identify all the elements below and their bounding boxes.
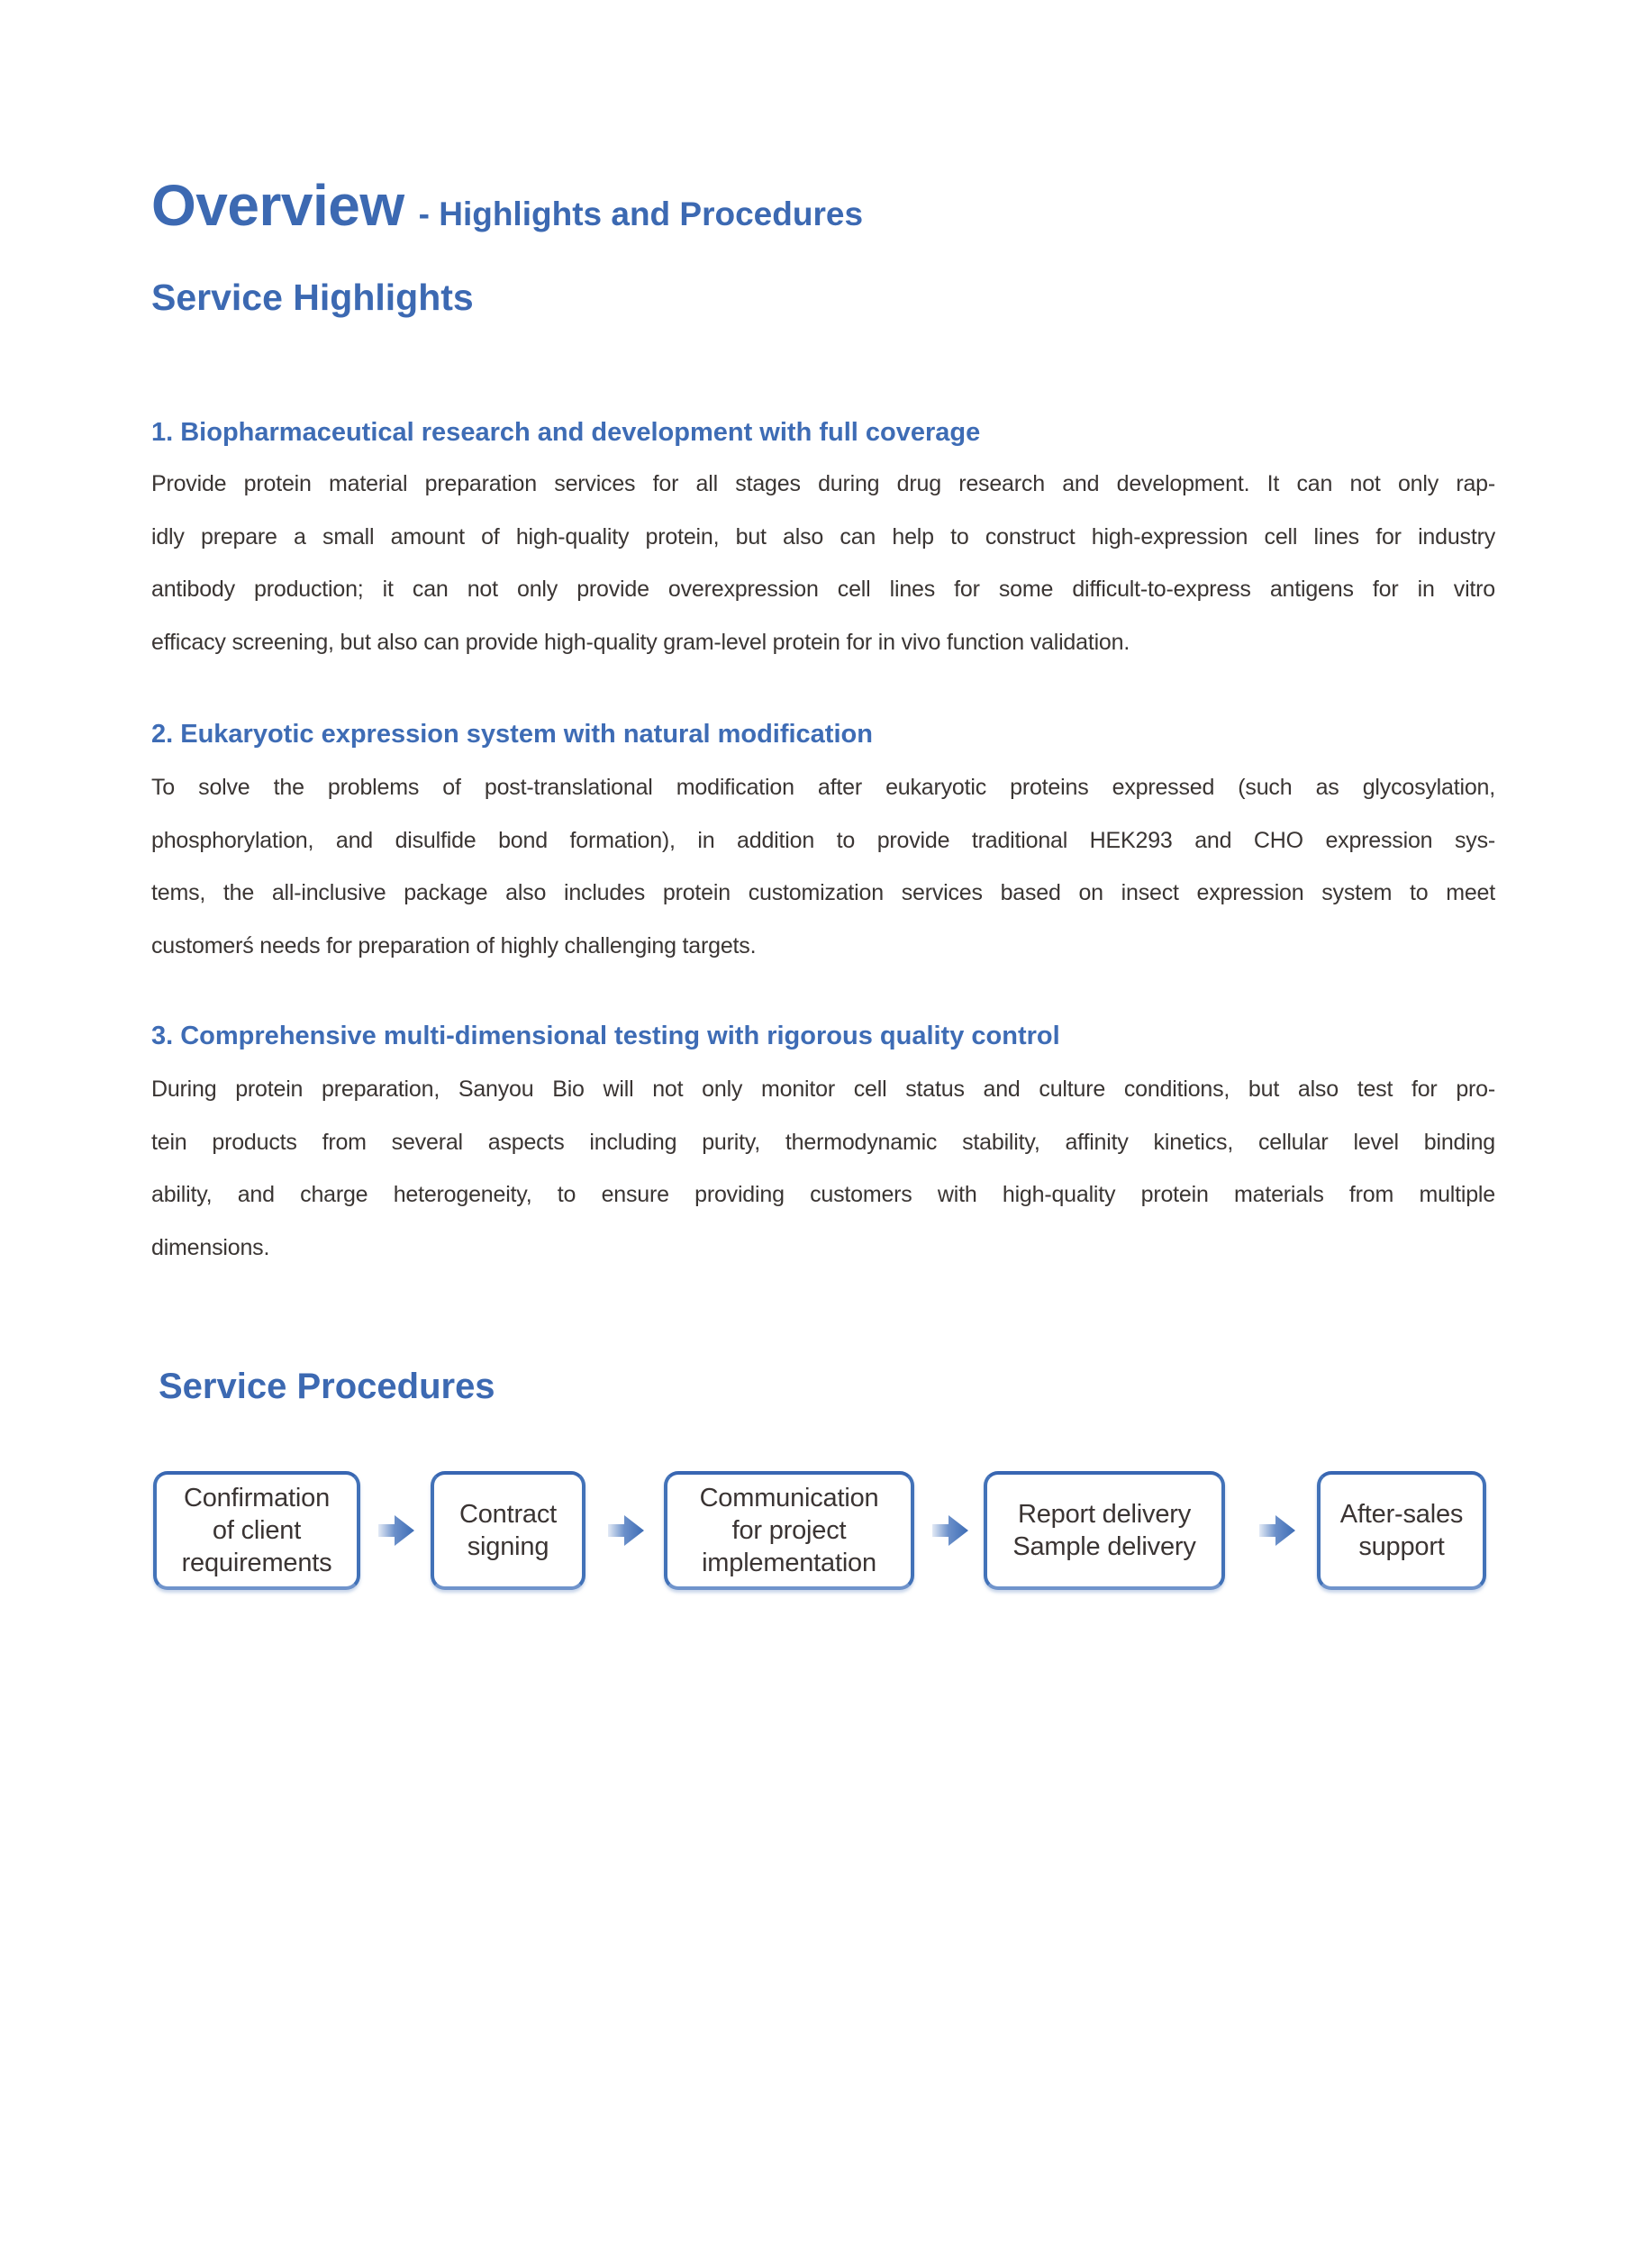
- section-2-paragraph: [151, 761, 1495, 972]
- right-arrow-icon: [608, 1511, 644, 1550]
- section-1-paragraph: [151, 458, 1495, 668]
- flow-step-label: for project: [731, 1516, 847, 1545]
- paragraph-line: customerś needs for preparation of highly challenging targets.: [151, 932, 757, 958]
- section-1-heading: 1. Biopharmaceutical research and development with full coverage: [151, 418, 981, 447]
- paragraph-line: Provide protein material preparation services for all stages during drug research and development. It can not only rap-: [151, 471, 1495, 496]
- page-title-sub: - Highlights and Procedures: [418, 195, 864, 232]
- flow-step-label: Confirmation: [184, 1484, 330, 1513]
- paragraph-line: During protein preparation, Sanyou Bio will not only monitor cell status and culture conditions, but also test for pro-: [151, 1077, 1495, 1102]
- flow-step-label: After-sales: [1339, 1500, 1464, 1529]
- paragraph-line: tein products from several aspects including purity, thermodynamic stability, affinity kinetics, cellular level binding: [151, 1129, 1495, 1155]
- procedure-flowchart: [151, 1471, 1495, 1590]
- right-arrow-icon: [932, 1511, 968, 1550]
- paragraph-line: efficacy screening, but also can provide high-quality gram-level protein for in vivo function validation.: [151, 629, 1130, 655]
- page-title-main: Overview: [151, 173, 404, 238]
- flow-step-label: Contract: [459, 1500, 557, 1529]
- flow-step-label: Communication: [699, 1484, 879, 1513]
- right-arrow-icon: [378, 1511, 414, 1550]
- flow-step-communication: [664, 1471, 914, 1590]
- service-highlights-heading: Service Highlights: [151, 277, 474, 318]
- section-3-paragraph: [151, 1063, 1495, 1274]
- paragraph-line: idly prepare a small amount of high-quality protein, but also can help to construct high-expression cell lines for industry: [151, 523, 1495, 550]
- paragraph-line: phosphorylation, and disulfide bond formation), in addition to provide traditional HEK293 and CHO expression sys-: [151, 827, 1495, 853]
- flow-step-contract: [431, 1471, 585, 1590]
- paragraph-line: ability, and charge heterogeneity, to ensure providing customers with high-quality protein materials from multiple: [151, 1182, 1495, 1208]
- flow-step-label: of client: [212, 1516, 302, 1545]
- paragraph-line: dimensions.: [151, 1234, 270, 1260]
- page-title: [151, 173, 864, 238]
- flow-step-label: Report delivery: [1017, 1500, 1192, 1529]
- flow-step-label: Sample delivery: [1012, 1532, 1196, 1561]
- flow-step-after-sales: [1317, 1471, 1486, 1590]
- flow-step-label: signing: [467, 1532, 549, 1561]
- paragraph-line: antibody production; it can not only provide overexpression cell lines for some difficult-to-express antigens for in vitro: [151, 577, 1495, 603]
- section-3-heading: 3. Comprehensive multi-dimensional testing with rigorous quality control: [151, 1022, 1060, 1050]
- flow-step-label: requirements: [181, 1549, 332, 1577]
- paragraph-line: tems, the all-inclusive package also includes protein customization services based on insect expression system to meet: [151, 880, 1495, 906]
- flow-step-label: support: [1358, 1532, 1445, 1561]
- right-arrow-icon: [1259, 1511, 1295, 1550]
- flow-step-report-delivery: [984, 1471, 1225, 1590]
- section-2-heading: 2. Eukaryotic expression system with natural modification: [151, 720, 873, 749]
- service-procedures-heading: Service Procedures: [159, 1367, 495, 1406]
- flow-step-label: implementation: [702, 1549, 876, 1577]
- paragraph-line: To solve the problems of post-translational modification after eukaryotic proteins expressed (such as glycosylation,: [151, 775, 1495, 800]
- flow-step-confirmation: [153, 1471, 360, 1590]
